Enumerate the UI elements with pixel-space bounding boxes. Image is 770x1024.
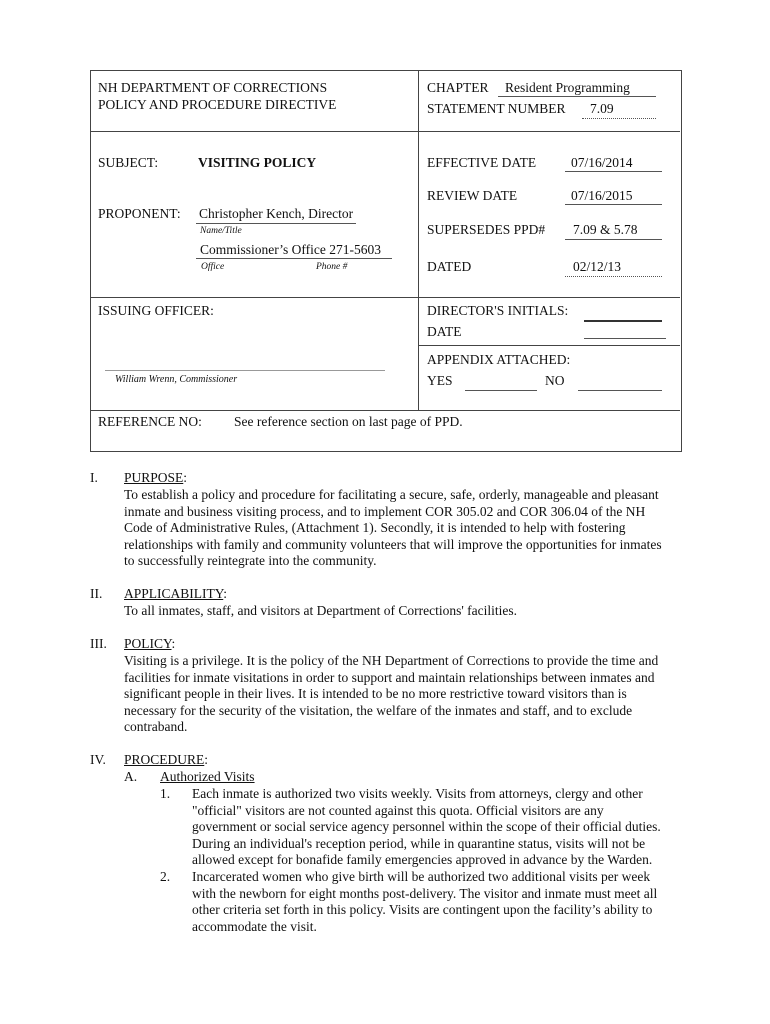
paragraph-line: To establish a policy and procedure for facilitating a secure, safe, orderly, manageable and pleasant	[124, 487, 659, 502]
date-label: DATE	[427, 324, 462, 339]
item-number-2: 2.	[160, 869, 171, 884]
department-line-1: NH DEPARTMENT OF CORRECTIONS	[98, 80, 328, 95]
purpose-heading-text: PURPOSE	[124, 470, 184, 485]
subsection-heading-authorized-visits: Authorized Visits	[160, 769, 255, 784]
section-numeral-policy: III.	[90, 636, 107, 651]
dated-value: 02/12/13	[573, 259, 622, 274]
chapter-value: Resident Programming	[505, 80, 630, 95]
supersedes-label: SUPERSEDES PPD#	[427, 222, 546, 237]
effective-date-label: EFFECTIVE DATE	[427, 155, 537, 170]
signer-caption: William Wrenn, Commissioner	[115, 374, 238, 385]
section-numeral-procedure: IV.	[90, 752, 106, 767]
section-heading-applicability: APPLICABILITY:	[124, 586, 228, 601]
paragraph-line: Visiting is a privilege. It is the policy of the NH Department of Corrections to provide the time and	[124, 653, 659, 668]
phone-caption: Phone #	[316, 262, 348, 272]
section-heading-policy: POLICY:	[124, 636, 176, 651]
name-title-caption: Name/Title	[200, 226, 242, 236]
header-column-divider	[418, 70, 419, 410]
effective-date-value: 07/16/2014	[571, 155, 633, 170]
dated-underline	[565, 276, 662, 277]
statement-value: 7.09	[590, 101, 614, 116]
policy-paragraph	[124, 653, 658, 736]
supersedes-underline	[565, 239, 662, 240]
header-divider-1	[90, 131, 680, 132]
paragraph-line: inmate and business visiting process, and to implement COR 305.02 and COR 306.04 of the NH	[124, 503, 646, 519]
header-divider-3	[418, 345, 680, 346]
reference-label: REFERENCE NO:	[98, 414, 202, 429]
section-heading-procedure: PROCEDURE:	[124, 752, 209, 767]
proponent-value: Christopher Kench, Director	[199, 206, 354, 221]
section-heading-purpose: PURPOSE:	[124, 470, 188, 485]
purpose-paragraph	[124, 487, 662, 570]
proponent-underline	[196, 223, 356, 224]
paragraph-line: To all inmates, staff, and visitors at Department of Corrections' facilities.	[124, 603, 518, 618]
paragraph-line: Each inmate is authorized two visits weekly. Visits from attorneys, clergy and other	[192, 786, 643, 801]
paragraph-line: accommodate the visit.	[192, 918, 317, 934]
directors-initials-field	[584, 320, 662, 322]
header-divider-4	[90, 410, 680, 411]
department-line-2: POLICY AND PROCEDURE DIRECTIVE	[98, 97, 337, 112]
header-divider-2	[90, 297, 680, 298]
office-caption: Office	[201, 262, 225, 272]
applicability-paragraph	[124, 603, 517, 620]
section-numeral-applicability: II.	[90, 586, 103, 601]
procedure-heading-text: PROCEDURE	[124, 752, 205, 767]
subject-value: VISITING POLICY	[198, 155, 317, 170]
review-date-value: 07/16/2015	[571, 188, 633, 203]
signature-line	[105, 370, 385, 371]
office-value: Commissioner’s Office 271-5603	[200, 242, 381, 257]
no-label: NO	[545, 373, 565, 388]
directors-initials-label: DIRECTOR'S INITIALS:	[427, 303, 569, 318]
item-number-1: 1.	[160, 786, 171, 801]
office-underline	[196, 258, 392, 259]
paragraph-line: During an individual's reception period, while in quarantine status, visits will not be	[192, 835, 646, 851]
paragraph-line: allowed except for bonafide family emergencies approved in advance by the Warden.	[192, 852, 653, 868]
paragraph-line: relationships with family and community volunteers that will improve the opportunities for inmates	[124, 536, 662, 552]
issuing-officer-label: ISSUING OFFICER:	[98, 303, 214, 318]
paragraph-line: Incarcerated women who give birth will be authorized two additional visits per week	[192, 869, 651, 884]
appendix-label: APPENDIX ATTACHED:	[427, 352, 571, 367]
proponent-label: PROPONENT:	[98, 206, 181, 221]
paragraph-line: with the newborn for eight months post-delivery. The visitor and inmate must meet all	[192, 885, 658, 901]
paragraph-line: facilities for inmate visitations in order to support and maintain relationships between inmates and	[124, 669, 655, 685]
paragraph-line: significant people in their lives. It is intended to be no more restrictive toward visitors than is	[124, 686, 627, 702]
subject-label: SUBJECT:	[98, 155, 159, 170]
item-2-paragraph	[192, 869, 657, 935]
paragraph-line: to successfully reintegrate into the community.	[124, 553, 377, 569]
no-field	[578, 390, 662, 391]
reference-value: See reference section on last page of PPD.	[234, 414, 463, 429]
paragraph-line: contraband.	[124, 719, 188, 735]
review-date-underline	[565, 204, 662, 205]
paragraph-line: other criteria set forth in this policy. Visits are contingent upon the facility’s ability to	[192, 902, 653, 918]
paragraph-line: Code of Administrative Rules, (Attachment 1). Secondly, it is intended to help with fostering	[124, 520, 626, 536]
policy-heading-text: POLICY	[124, 636, 172, 651]
statement-underline	[582, 118, 656, 119]
yes-field	[465, 390, 537, 391]
effective-date-underline	[565, 171, 662, 172]
statement-label: STATEMENT NUMBER	[427, 101, 566, 116]
paragraph-line: necessary for the security of the visitation, the welfare of the inmates and staff, and to exclude	[124, 702, 633, 718]
item-1-paragraph	[192, 786, 661, 869]
chapter-label: CHAPTER	[427, 80, 489, 95]
dated-label: DATED	[427, 259, 472, 274]
paragraph-line: government or social service agency personnel within the scope of their official duties.	[192, 819, 661, 835]
subsection-letter-a: A.	[124, 769, 138, 784]
date-field	[584, 338, 666, 339]
yes-label: YES	[427, 373, 453, 388]
section-numeral-purpose: I.	[90, 470, 98, 485]
applicability-heading-text: APPLICABILITY	[124, 586, 224, 601]
supersedes-value: 7.09 & 5.78	[573, 222, 638, 237]
review-date-label: REVIEW DATE	[427, 188, 518, 203]
paragraph-line: "official" visitors are not counted against this quota. Official visitors are any	[192, 802, 604, 818]
chapter-underline	[498, 96, 656, 97]
